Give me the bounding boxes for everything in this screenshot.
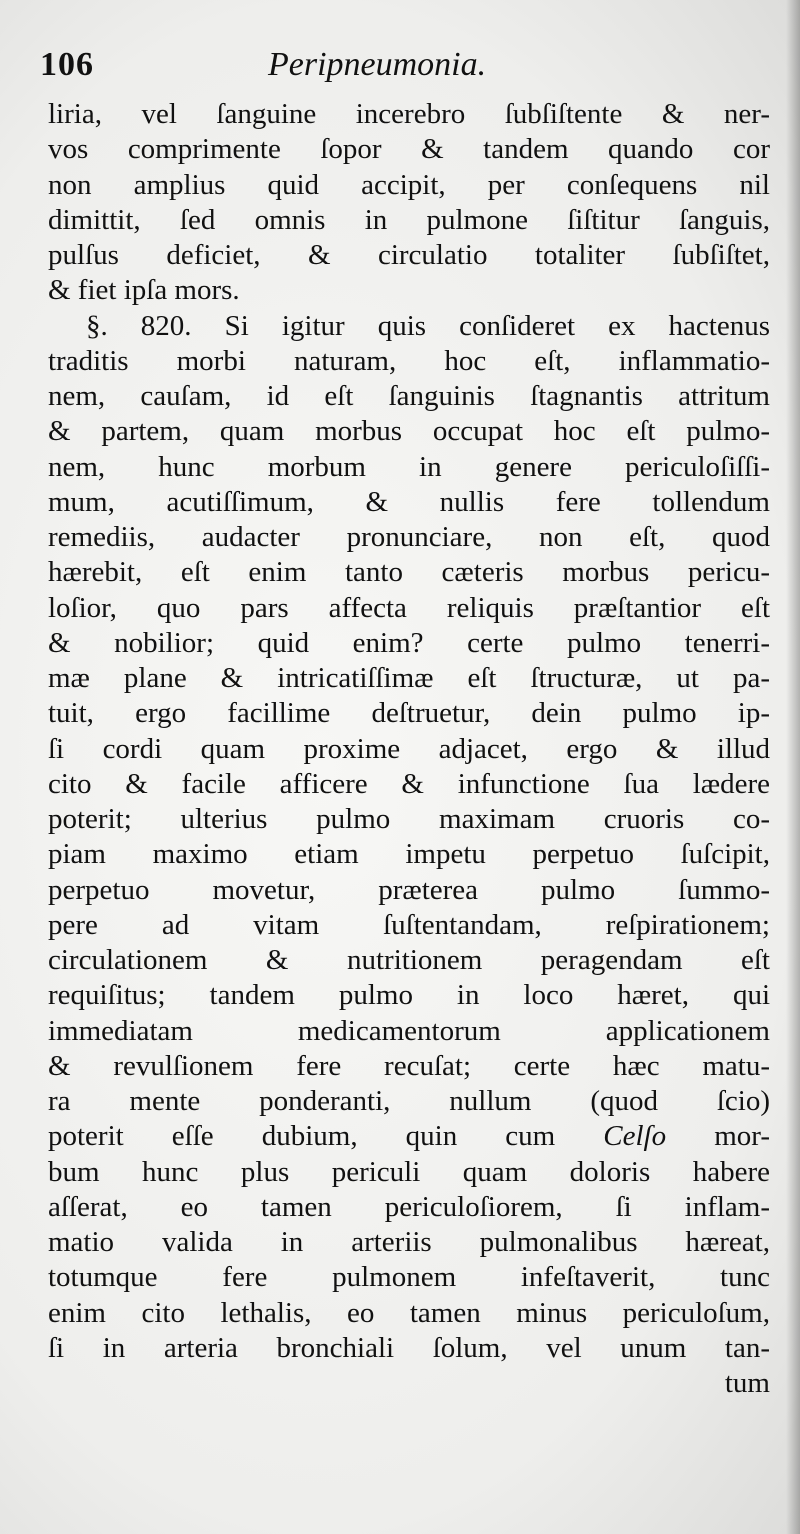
page-header xyxy=(40,46,780,96)
text-line: requiſitus; tandem pulmo in loco hæret, qui xyxy=(48,979,770,1012)
text-line: enim cito lethalis, eo tamen minus periculoſum, xyxy=(48,1296,770,1329)
text-line: piam maximo etiam impetu perpetuo ſuſcipit, xyxy=(48,838,770,871)
text-line: mæ plane & intricatiſſimæ eſt ſtructuræ, ut pa- xyxy=(48,662,770,694)
text-line: remediis, audacter pronunciare, non eſt, quod xyxy=(48,521,770,553)
text-line: circulationem & nutritionem peragendam eſt xyxy=(48,944,770,976)
text-line: pere ad vitam ſuſtentandam, reſpirationem; xyxy=(48,908,770,941)
text-line: bum hunc plus periculi quam doloris habere xyxy=(48,1155,770,1188)
text-line: & nobilior; quid enim? certe pulmo tenerri- xyxy=(48,626,770,659)
text-line: ſi cordi quam proxime adjacet, ergo & illud xyxy=(48,732,770,765)
text-line: traditis morbi naturam, hoc eſt, inflammatio- xyxy=(48,344,770,377)
text-line: mum, acutiſſimum, & nullis fere tollendum xyxy=(48,485,770,518)
text-line: totumque fere pulmonem infeſtaverit, tunc xyxy=(48,1261,770,1294)
text-line: hærebit, eſt enim tanto cæteris morbus pericu- xyxy=(48,556,770,589)
text-line: tuit, ergo facillime deſtruetur, dein pulmo ip- xyxy=(48,697,770,730)
text-line: perpetuo movetur, præterea pulmo ſummo- xyxy=(48,873,770,906)
text-line: ra mente ponderanti, nullum (quod ſcio) xyxy=(48,1085,770,1117)
page-edge-shadow xyxy=(786,0,800,1534)
text-line: loſior, quo pars affecta reliquis præſtantior eſt xyxy=(48,591,770,624)
catchword: tum xyxy=(724,1367,770,1399)
text-line: pulſus deficiet, & circulatio totaliter ſubſiſtet, xyxy=(48,239,770,271)
running-title: Peripneumonia. xyxy=(268,46,487,83)
text-line: & partem, quam morbus occupat hoc eſt pulmo- xyxy=(48,415,770,448)
text-line: nem, hunc morbum in genere periculoſiſſi- xyxy=(48,450,770,483)
body-text xyxy=(48,97,770,1401)
section-heading-line: §. 820. Si igitur quis conſideret ex hactenus xyxy=(86,309,770,342)
text-line: matio valida in arteriis pulmonalibus hæreat, xyxy=(48,1226,770,1258)
text-line: cito & facile afficere & infunctione ſua lædere xyxy=(48,767,770,800)
text-line: & fiet ipſa mors. xyxy=(48,274,240,307)
text-line: dimittit, ſed omnis in pulmone ſiſtitur ſanguis, xyxy=(48,203,770,236)
text-line: vos comprimente ſopor & tandem quando cor xyxy=(48,133,770,166)
text-line: immediatam medicamentorum applicationem xyxy=(48,1014,770,1047)
text-line: poterit eſſe dubium, quin cum Celſo mor- xyxy=(48,1120,770,1153)
text-line: aſſerat, eo tamen periculoſiorem, ſi inflam- xyxy=(48,1190,770,1223)
text-line: ſi in arteria bronchiali ſolum, vel unum tan- xyxy=(48,1331,770,1364)
text-line: liria, vel ſanguine incerebro ſubſiſtente & ner- xyxy=(48,98,770,130)
text-line: & revulſionem fere recuſat; certe hæc matu- xyxy=(48,1049,770,1082)
text-line: non amplius quid accipit, per conſequens nil xyxy=(48,168,770,201)
text-line: nem, cauſam, id eſt ſanguinis ſtagnantis attritum xyxy=(48,380,770,412)
text-line: poterit; ulterius pulmo maximam cruoris co- xyxy=(48,803,770,835)
page-number: 106 xyxy=(40,46,94,83)
